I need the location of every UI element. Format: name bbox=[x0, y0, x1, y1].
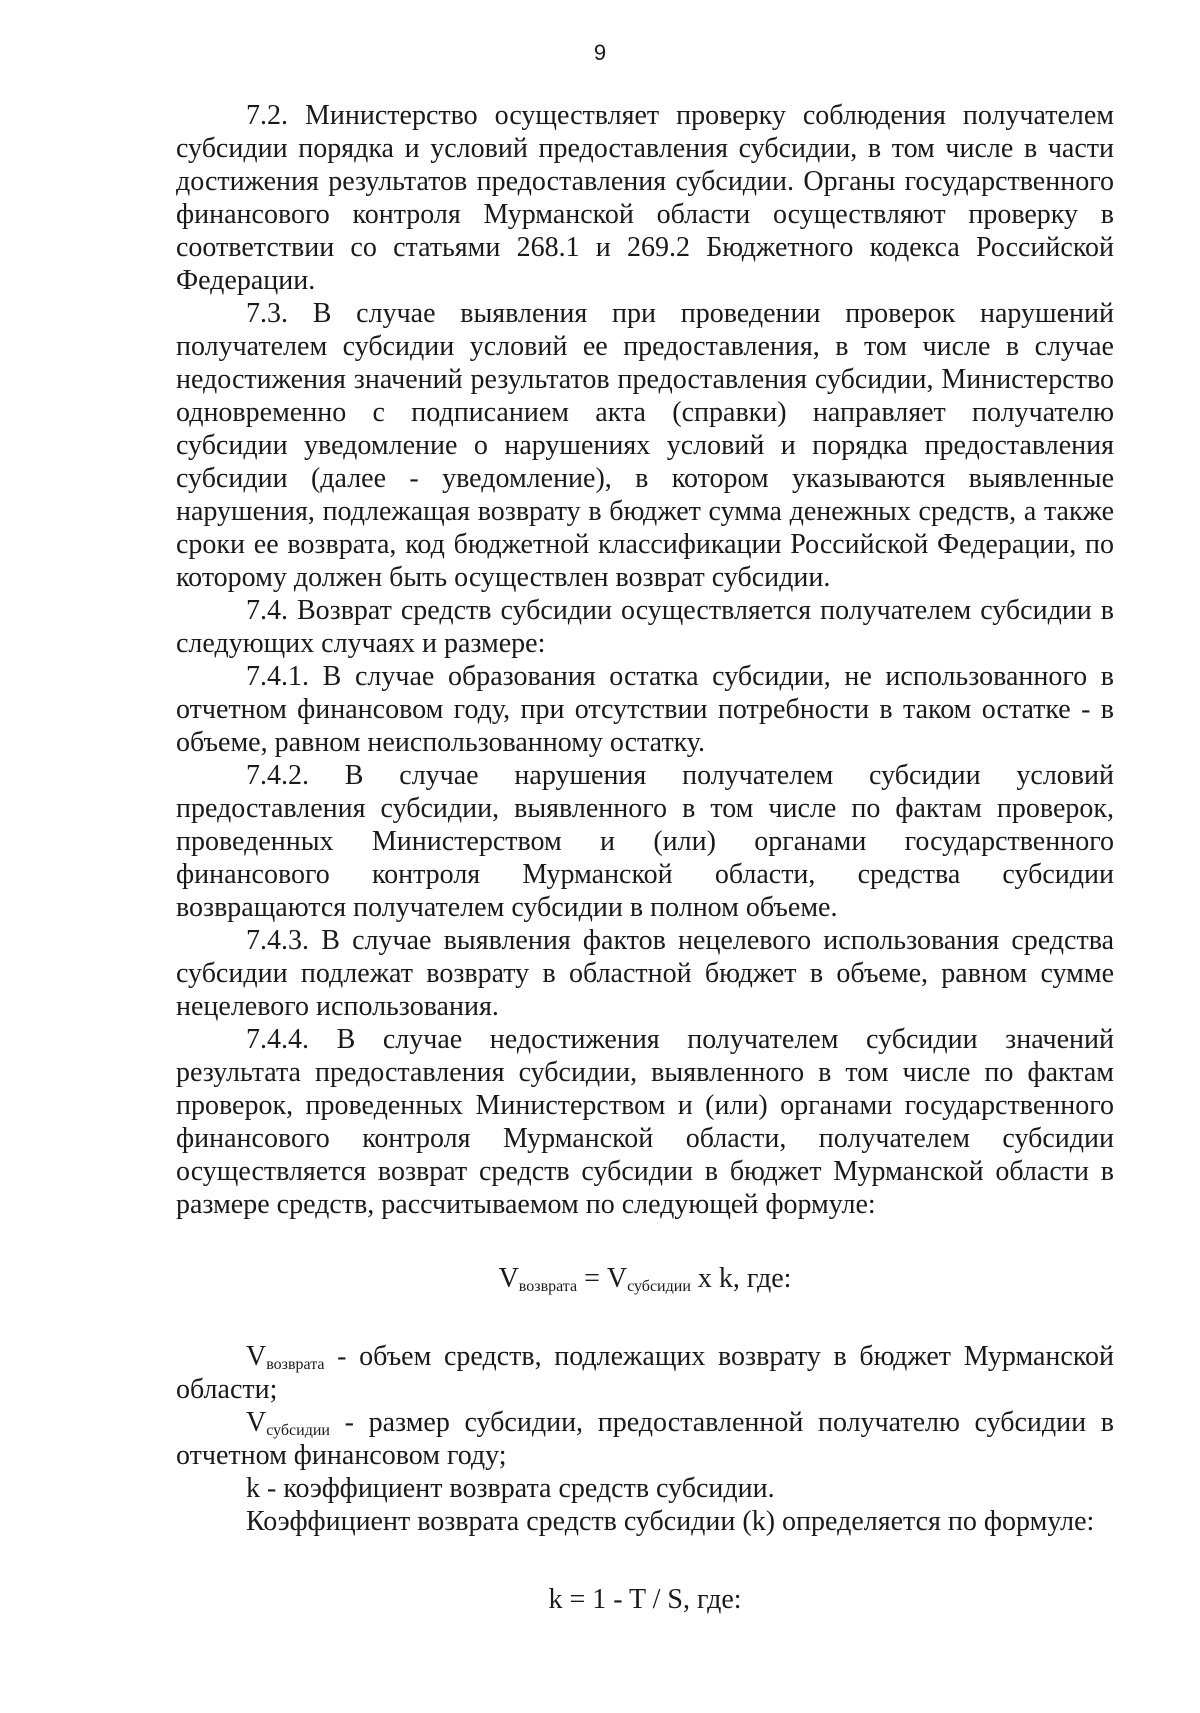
paragraph-7-2: 7.2. Министерство осуществляет проверку соблюдения получателем субсидии порядка и условий предоставления субсидии, в том числе в части достижения результатов предоставления субсидии. Органы государственного финансового контроля Мурманской области осуществляют проверку в соответствии со статьями 268.1 и 269.2 Бюджетного кодекса Российской Федерации. bbox=[176, 100, 1114, 296]
paragraph-7-4: 7.4. Возврат средств субсидии осуществляется получателем субсидии в следующих случаях и размере: bbox=[176, 595, 1114, 659]
paragraph-7-4-3: 7.4.3. В случае выявления фактов нецелевого использования средства субсидии подлежат возврату в областной бюджет в объеме, равном сумме нецелевого использования. bbox=[176, 925, 1114, 1022]
paragraph-7-4-2: 7.4.2. В случае нарушения получателем субсидии условий предоставления субсидии, выявленного в том числе по фактам проверок, проведенных Министерством и (или) органами государственного финансового контроля Мурманской области, средства субсидии возвращаются получателем субсидии в полном объеме. bbox=[176, 760, 1114, 923]
k-formula-intro: Коэффициент возврата средств субсидии (k) определяется по формуле: bbox=[246, 1506, 1095, 1537]
def-v-return-subscript: возврата bbox=[266, 1356, 325, 1373]
definition-v-subsidy bbox=[176, 1406, 1114, 1472]
paragraph-7-4-1: 7.4.1. В случае образования остатка субсидии, не использованного в отчетном финансовом году, при отсутствии потребности в таком остатке - в объеме, равном неиспользованному остатку. bbox=[176, 661, 1114, 758]
document-body bbox=[176, 99, 1114, 1616]
def-v-subsidy-text: - размер субсидии, предоставленной получателю субсидии в отчетном финансовом году; bbox=[176, 1407, 1114, 1471]
def-v-return-text: - объем средств, подлежащих возврату в бюджет Мурманской области; bbox=[176, 1341, 1114, 1405]
def-v-return-symbol: V bbox=[246, 1341, 267, 1372]
paragraph-7-3: 7.3. В случае выявления при проведении проверок нарушений получателем субсидии условий ее предоставления, в том числе в случае недостижения значений результатов предоставления субсидии, Министерство одновременно с подписанием акта (справки) направляет получателю субсидии уведомление о нарушениях условий и порядка предоставления субсидии (далее - уведомление), в котором указываются выявленные нарушения, подлежащая возврату в бюджет сумма денежных средств, а также сроки ее возврата, код бюджетной классификации Российской Федерации, по которому должен быть осуществлен возврат субсидии. bbox=[176, 298, 1114, 593]
paragraph-7-4-4: 7.4.4. В случае недостижения получателем субсидии значений результата предоставления субсидии, выявленного в том числе по фактам проверок, проведенных Министерством и (или) органами государственного финансового контроля Мурманской области, получателем субсидии осуществляется возврат средств субсидии в бюджет Мурманской области в размере средств, рассчитываемом по следующей формуле: bbox=[176, 1024, 1114, 1220]
page-number: 9 bbox=[593, 40, 607, 65]
def-v-subsidy-subscript: субсидии bbox=[266, 1422, 330, 1439]
def-v-subsidy-symbol: V bbox=[246, 1407, 267, 1438]
definition-v-return bbox=[176, 1340, 1114, 1406]
formula-v-symbol-2: V bbox=[606, 1263, 628, 1294]
formula-v-subsidy-subscript: субсидии bbox=[627, 1278, 691, 1295]
formula-tail: x k, где: bbox=[690, 1263, 792, 1294]
return-formula bbox=[176, 1262, 1114, 1295]
definition-k: k - коэффициент возврата средств субсидии. bbox=[246, 1473, 775, 1504]
formula-equals: = bbox=[577, 1263, 607, 1294]
k-formula: k = 1 - T / S, где: bbox=[548, 1584, 742, 1615]
formula-v-return-subscript: возврата bbox=[518, 1278, 578, 1295]
formula-v-symbol: V bbox=[498, 1263, 519, 1294]
